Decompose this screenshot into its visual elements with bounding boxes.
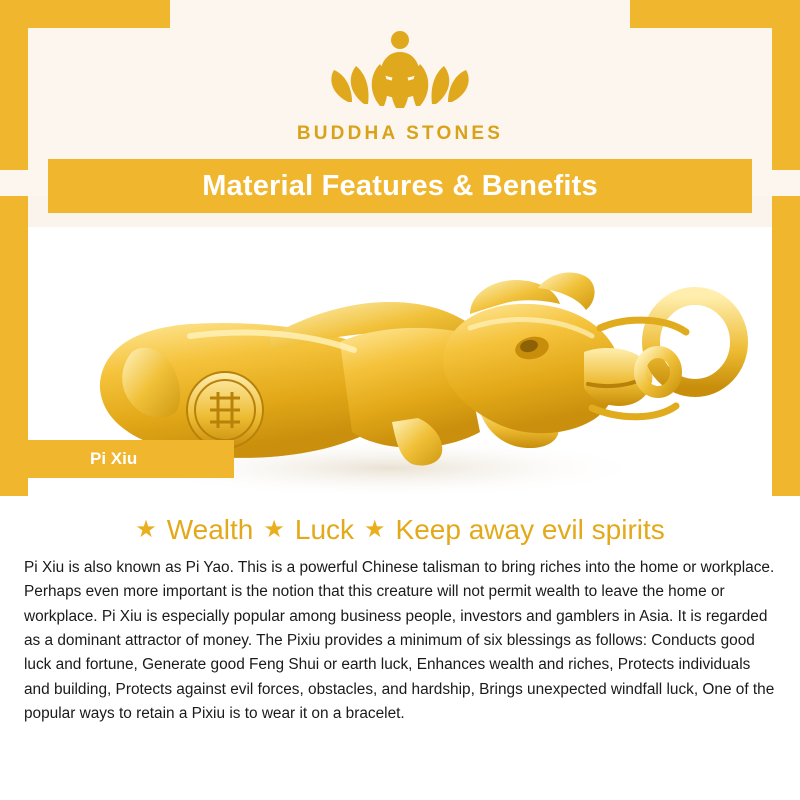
product-caption-label: Pi Xiu [90,449,138,468]
benefit-label-luck: Luck [294,514,355,545]
description-text: Pi Xiu is also known as Pi Yao. This is a powerful Chinese talisman to bring riches into the home or workplace. Perhaps even more important is the notion that this creature will not permit wealth to leave the home or workplace. Pi Xiu is especially popular among business people, investors and gamblers in Asia. It is regarded as a dominant attractor of money. The Pixiu provides a minimum of six blessings as follows: Conducts good luck and fortune, Generate good Feng Shui or earth luck, Enhances wealth and riches, Protects individuals and building, Protects against evil forces, obstacles, and hardship, Brings unexpected windfall luck, One of the popular ways to retain a Pixiu is to wear it on a bracelet. [24,559,775,722]
star-icon: ★ [263,516,285,543]
page-title: Material Features & Benefits [202,169,598,202]
golden-pixiu-pendant-image [0,227,800,527]
lotus-meditation-icon [310,18,490,119]
brand-header [0,0,800,145]
benefits-row [24,514,776,546]
frame-middle-left-bar [0,196,28,496]
product-caption-tab [28,440,234,478]
star-icon: ★ [364,516,386,543]
logo-wrap [0,18,800,145]
frame-middle-right-bar [772,196,800,496]
benefit-label-evil-spirits: Keep away evil spirits [395,514,665,545]
star-icon: ★ [135,516,157,543]
benefit-label-wealth: Wealth [166,514,254,545]
brand-name: BUDDHA STONES [296,123,504,144]
description-section [0,496,800,800]
title-banner [48,159,752,213]
product-image-area [0,227,800,527]
